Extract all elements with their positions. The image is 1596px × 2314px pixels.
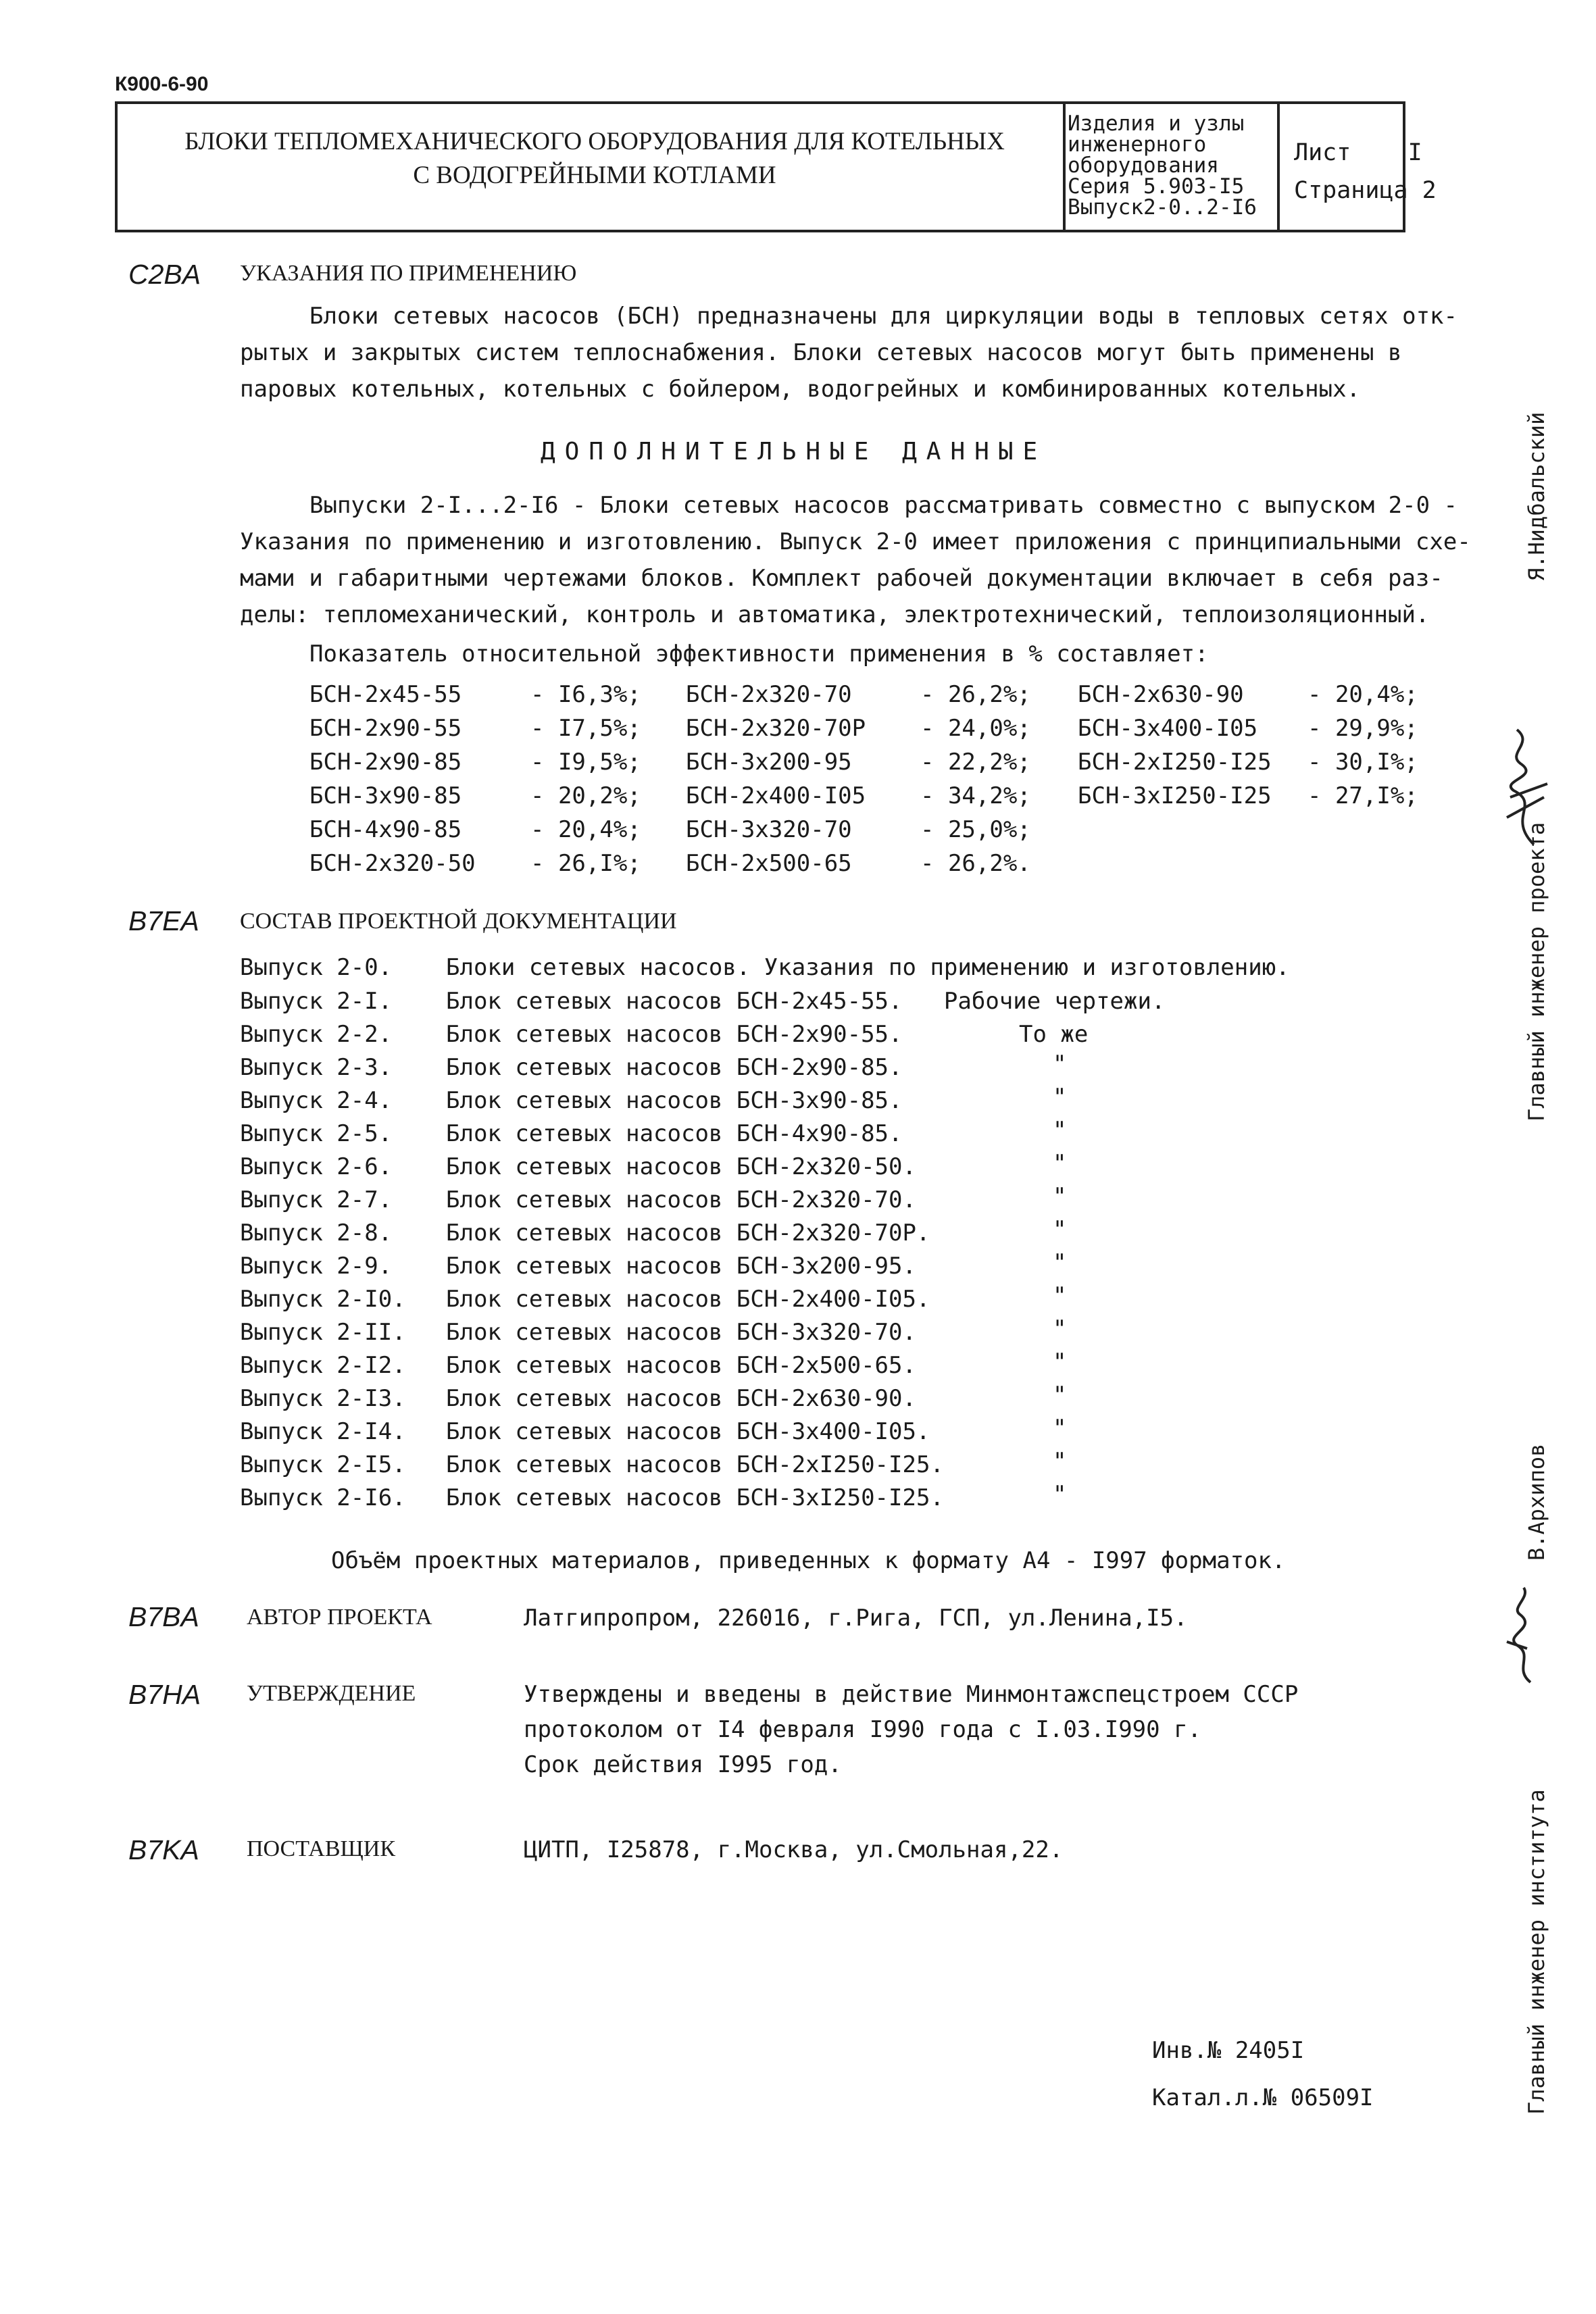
eff-name: БСН-3х320-70: [686, 816, 852, 843]
eff-value: - 29,9%;: [1307, 715, 1418, 742]
list-item: Выпуск 2-6. Блок сетевых насосов БСН-2х320-50.: [240, 1153, 916, 1180]
list-item: Выпуск 2-0. Блоки сетевых насосов. Указания по применению и изготовлению.: [240, 954, 1290, 981]
paragraph-line: Выпуски 2-I...2-I6 - Блоки сетевых насосов рассматривать совместно с выпуском 2-0 -: [309, 492, 1457, 519]
list-item: Выпуск 2-II. Блок сетевых насосов БСН-3х320-70.: [240, 1319, 916, 1346]
eff-value: - 25,0%;: [920, 816, 1031, 843]
section-title: УКАЗАНИЯ ПО ПРИМЕНЕНИЮ: [240, 261, 577, 286]
approval-line: Срок действия I995 год.: [524, 1751, 842, 1778]
section-code: B7HA: [128, 1679, 201, 1710]
signature-graphic: [1493, 1581, 1554, 1689]
eff-name: БСН-2х320-70: [686, 681, 852, 708]
ditto-mark: ": [1053, 1117, 1067, 1144]
ditto-mark: ": [1053, 1051, 1067, 1078]
section-code: B7BA: [128, 1601, 199, 1632]
eff-value: - 20,2%;: [530, 782, 641, 809]
document-code: К900-6-90: [115, 73, 209, 95]
ditto-mark: ": [1053, 1183, 1067, 1210]
list-item: Выпуск 2-I. Блок сетевых насосов БСН-2х45-55. Рабочие чертежи.: [240, 988, 1166, 1015]
paragraph-line: Указания по применению и изготовлению. Выпуск 2-0 имеет приложения с принципиальными схе-: [240, 528, 1471, 555]
ditto-mark: ": [1053, 1382, 1067, 1409]
list-item: Выпуск 2-I6. Блок сетевых насосов БСН-3хI250-I25.: [240, 1484, 944, 1511]
supplier-address: ЦИТП, I25878, г.Москва, ул.Смольная,22.: [524, 1836, 1064, 1863]
eff-value: - 20,4%;: [530, 816, 641, 843]
eff-name: БСН-3х200-95: [686, 749, 852, 776]
signatory-name: В.Архипов: [1524, 1443, 1549, 1561]
list-item: Выпуск 2-I3. Блок сетевых насосов БСН-2х630-90.: [240, 1385, 916, 1412]
section-title: СОСТАВ ПРОЕКТНОЙ ДОКУМЕНТАЦИИ: [240, 909, 677, 934]
eff-value: - I6,3%;: [530, 681, 641, 708]
header-divider: [1277, 101, 1280, 232]
eff-value: - 34,2%;: [920, 782, 1031, 809]
efficiency-intro: Показатель относительной эффективности применения в % составляет:: [309, 640, 1209, 668]
eff-value: - 22,2%;: [920, 749, 1031, 776]
eff-value: - 20,4%;: [1307, 681, 1418, 708]
ditto-mark: ": [1053, 1282, 1067, 1309]
eff-name: БСН-3х400-I05: [1078, 715, 1258, 742]
list-item: Выпуск 2-3. Блок сетевых насосов БСН-2х90-85.: [240, 1054, 903, 1081]
eff-name: БСН-2х500-65: [686, 850, 852, 877]
ditto-mark: ": [1053, 1249, 1067, 1276]
list-item: Выпуск 2-9. Блок сетевых насосов БСН-3х200-95.: [240, 1253, 916, 1280]
section-title: УТВЕРЖДЕНИЕ: [247, 1681, 416, 1706]
eff-value: - I7,5%;: [530, 715, 641, 742]
same-note: То же: [1019, 1021, 1089, 1048]
eff-value: - 26,2%.: [920, 850, 1031, 877]
signatory-name: Я.Нидбальский: [1524, 411, 1549, 581]
additional-data-heading: ДОПОЛНИТЕЛЬНЫЕ ДАННЫЕ: [541, 438, 1047, 466]
sheet-info: Лист I Страница 2: [1294, 139, 1437, 204]
header-divider: [1063, 101, 1066, 232]
eff-name: БСН-2х45-55: [309, 681, 462, 708]
ditto-mark: ": [1053, 1084, 1067, 1111]
document-title: БЛОКИ ТЕПЛОМЕХАНИЧЕСКОГО ОБОРУДОВАНИЯ ДЛЯ КОТЕЛЬНЫХ С ВОДОГРЕЙНЫМИ КОТЛАМИ: [184, 128, 1005, 189]
paragraph-line: паровых котельных, котельных с бойлером, водогрейных и комбинированных котельных.: [240, 376, 1361, 403]
eff-name: БСН-2х90-85: [309, 749, 462, 776]
list-item: Выпуск 2-5. Блок сетевых насосов БСН-4х90-85.: [240, 1120, 903, 1147]
eff-name: БСН-2хI250-I25: [1078, 749, 1272, 776]
list-item: Выпуск 2-8. Блок сетевых насосов БСН-2х320-70Р.: [240, 1219, 930, 1247]
chief-engineer-project-label: Главный инженер проекта: [1524, 822, 1549, 1122]
ditto-mark: ": [1053, 1150, 1067, 1177]
list-item: Выпуск 2-I5. Блок сетевых насосов БСН-2хI250-I25.: [240, 1451, 944, 1478]
eff-name: БСН-2х400-I05: [686, 782, 866, 809]
volume-note: Объём проектных материалов, приведенных к формату А4 - I997 форматок.: [331, 1547, 1286, 1574]
eff-name: БСН-3х90-85: [309, 782, 462, 809]
eff-value: - 24,0%;: [920, 715, 1031, 742]
list-item: Выпуск 2-I2. Блок сетевых насосов БСН-2х500-65.: [240, 1352, 916, 1379]
section-code: C2BA: [128, 259, 201, 290]
paragraph-line: рытых и закрытых систем теплоснабжения. Блоки сетевых насосов могут быть применены в: [240, 339, 1402, 366]
eff-value: - 26,2%;: [920, 681, 1031, 708]
list-item: Выпуск 2-7. Блок сетевых насосов БСН-2х320-70.: [240, 1186, 916, 1213]
eff-name: БСН-4х90-85: [309, 816, 462, 843]
eff-name: БСН-3хI250-I25: [1078, 782, 1272, 809]
ditto-mark: ": [1053, 1448, 1067, 1475]
series-info: Изделия и узлы инженерного оборудования Серия 5.903-I5 Выпуск2-0..2-I6: [1068, 111, 1257, 220]
signature-graphic: [1493, 716, 1554, 851]
ditto-mark: ": [1053, 1415, 1067, 1442]
ditto-mark: ": [1053, 1349, 1067, 1376]
eff-name: БСН-2х90-55: [309, 715, 462, 742]
list-item: Выпуск 2-4. Блок сетевых насосов БСН-3х90-85.: [240, 1087, 903, 1114]
paragraph-line: Блоки сетевых насосов (БСН) предназначены для циркуляции воды в тепловых сетях отк-: [309, 303, 1457, 330]
paragraph-line: делы: тепломеханический, контроль и автоматика, электротехнический, теплоизоляционный.: [240, 601, 1430, 628]
section-code: B7EA: [128, 905, 199, 936]
list-item: Выпуск 2-2. Блок сетевых насосов БСН-2х90-55.: [240, 1021, 903, 1048]
eff-name: БСН-2х320-70Р: [686, 715, 866, 742]
approval-line: протоколом от I4 февраля I990 года с I.03.I990 г.: [524, 1716, 1202, 1743]
eff-value: - I9,5%;: [530, 749, 641, 776]
ditto-mark: ": [1053, 1216, 1067, 1243]
chief-engineer-institute-label: Главный инженер института: [1524, 1789, 1549, 2115]
eff-name: БСН-2х320-50: [309, 850, 476, 877]
list-item: Выпуск 2-I0. Блок сетевых насосов БСН-2х400-I05.: [240, 1286, 930, 1313]
eff-name: БСН-2х630-90: [1078, 681, 1244, 708]
section-code: B7KA: [128, 1834, 199, 1865]
eff-value: - 30,I%;: [1307, 749, 1418, 776]
author-address: Латгипропром, 226016, г.Рига, ГСП, ул.Ленина,I5.: [524, 1605, 1188, 1632]
paragraph-line: мами и габаритными чертежами блоков. Комплект рабочей документации включает в себя раз-: [240, 565, 1443, 592]
section-title: АВТОР ПРОЕКТА: [247, 1605, 432, 1630]
inventory-number: Инв.№ 2405I: [1152, 2037, 1305, 2064]
list-item: Выпуск 2-I4. Блок сетевых насосов БСН-3х400-I05.: [240, 1418, 930, 1445]
approval-line: Утверждены и введены в действие Минмонтажспецстроем СССР: [524, 1681, 1299, 1708]
ditto-mark: ": [1053, 1481, 1067, 1508]
catalog-number: Катал.л.№ 06509I: [1152, 2084, 1374, 2111]
section-title: ПОСТАВЩИК: [247, 1836, 396, 1861]
eff-value: - 26,I%;: [530, 850, 641, 877]
eff-value: - 27,I%;: [1307, 782, 1418, 809]
ditto-mark: ": [1053, 1315, 1067, 1342]
